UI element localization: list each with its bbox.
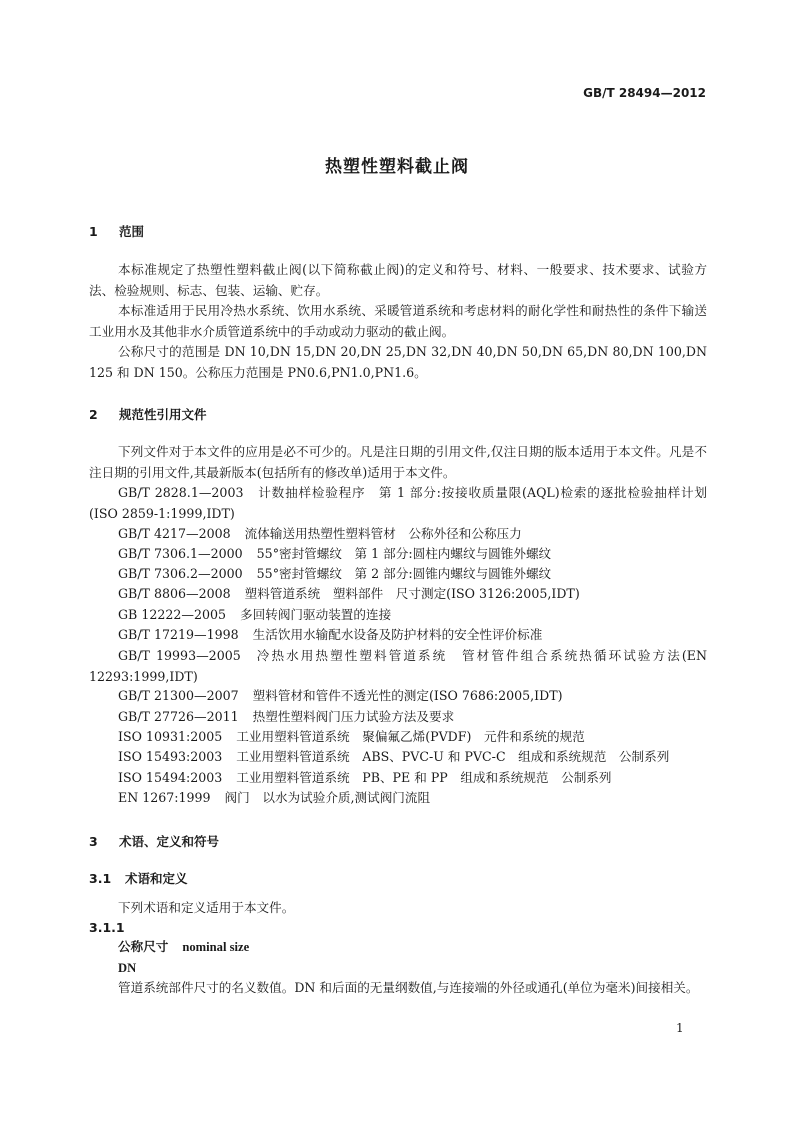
section-number: 2: [89, 407, 98, 422]
paragraph: 本标准适用于民用冷热水系统、饮用水系统、采暖管道系统和考虑材料的耐化学性和耐热性的条件下输送工业用水及其他非水介质管道系统中的手动或动力驱动的截止阀。: [89, 303, 707, 339]
reference-item: [118, 544, 551, 565]
reference-title: 塑料管道系统 塑料部件 尺寸测定(ISO 3126:2005,IDT): [244, 586, 580, 601]
term-number: 3.1.1: [89, 920, 125, 935]
paragraph: 本标准规定了热塑性塑料截止阀(以下简称截止阀)的定义和符号、材料、一般要求、技术要求、试验方法、检验规则、标志、包装、运输、贮存。: [89, 262, 707, 298]
reference-title: 生活饮用水输配水设备及防护材料的安全性评价标准: [252, 627, 543, 642]
reference-code: GB/T 2828.1—2003: [118, 485, 244, 500]
term-name: [118, 937, 249, 958]
reference-code: GB/T 21300—2007: [118, 688, 239, 703]
reference-code: GB 12222—2005: [118, 607, 227, 622]
reference-item: [118, 768, 612, 789]
reference-code: GB/T 7306.2—2000: [118, 566, 243, 581]
reference-item: [118, 686, 563, 707]
section-1-heading: [89, 222, 144, 240]
reference-title: 工业用塑料管道系统 ABS、PVC-U 和 PVC-C 组成和系统规范 公制系列: [236, 749, 670, 764]
subsection-number: 3.1: [89, 871, 112, 886]
reference-item: [118, 584, 580, 605]
reference-item: [118, 727, 585, 748]
reference-item: [118, 788, 430, 809]
reference-title: 阀门 以水为试验介质,测试阀门流阻: [224, 790, 431, 805]
reference-item: [118, 625, 542, 646]
section-title: 规范性引用文件: [119, 407, 207, 422]
subsection-intro: 下列术语和定义适用于本文件。: [118, 900, 295, 915]
page-number: 1: [676, 1021, 684, 1035]
term-symbol: DN: [118, 961, 137, 975]
reference-item: [118, 747, 669, 768]
reference-title: 冷热水用热塑性塑料管道系统 管材管件组合系统热循环试验方法(EN 12293:1999,IDT): [89, 648, 707, 684]
reference-title: 塑料管材和管件不透光性的测定(ISO 7686:2005,IDT): [252, 688, 563, 703]
standard-code: GB/T 28494—2012: [583, 86, 706, 100]
reference-title: 工业用塑料管道系统 PB、PE 和 PP 组成和系统规范 公制系列: [236, 770, 612, 785]
reference-code: GB/T 17219—1998: [118, 627, 239, 642]
paragraph: 下列文件对于本文件的应用是必不可少的。凡是注日期的引用文件,仅注日期的版本适用于本文件。凡是不注日期的引用文件,其最新版本(包括所有的修改单)适用于本文件。: [89, 444, 707, 480]
reference-code: ISO 15494:2003: [118, 770, 223, 785]
subsection-3-1-heading: [89, 869, 188, 887]
reference-code: GB/T 8806—2008: [118, 586, 231, 601]
reference-code: GB/T 19993—2005: [118, 648, 241, 663]
reference-item: [118, 564, 551, 585]
document-title: 热塑性塑料截止阀: [325, 157, 469, 177]
reference-title: 55°密封管螺纹 第 2 部分:圆锥内螺纹与圆锥外螺纹: [256, 566, 552, 581]
section-2-heading: [89, 405, 207, 423]
section-title: 范围: [119, 224, 145, 239]
reference-code: GB/T 4217—2008: [118, 526, 231, 541]
reference-item: [89, 646, 707, 687]
section-3-heading: [89, 832, 219, 850]
reference-code: ISO 10931:2005: [118, 729, 223, 744]
reference-title: 流体输送用热塑性塑料管材 公称外径和公称压力: [244, 526, 522, 541]
subsection-title: 术语和定义: [125, 871, 188, 886]
term-name-cn: 公称尺寸: [118, 939, 169, 954]
reference-title: 计数抽样检验程序 第 1 部分:按接收质量限(AQL)检索的逐批检验抽样计划(ISO 2859-1:1999,IDT): [89, 485, 708, 521]
reference-title: 多回转阀门驱动装置的连接: [240, 607, 392, 622]
reference-item: [89, 483, 707, 524]
reference-code: ISO 15493:2003: [118, 749, 223, 764]
reference-code: GB/T 7306.1—2000: [118, 546, 243, 561]
reference-title: 55°密封管螺纹 第 1 部分:圆柱内螺纹与圆锥外螺纹: [256, 546, 552, 561]
section-title: 术语、定义和符号: [119, 834, 220, 849]
reference-title: 热塑性塑料阀门压力试验方法及要求: [252, 709, 455, 724]
term-name-en: nominal size: [182, 940, 250, 954]
term-definition: 管道系统部件尺寸的名义数值。DN 和后面的无量纲数值,与连接端的外径或通孔(单位为毫米)间接相关。: [118, 980, 699, 995]
reference-item: [118, 707, 454, 728]
reference-code: EN 1267:1999: [118, 790, 211, 805]
reference-title: 工业用塑料管道系统 聚偏氟乙烯(PVDF) 元件和系统的规范: [236, 729, 585, 744]
reference-item: [118, 524, 522, 545]
section-number: 1: [89, 224, 98, 239]
reference-code: GB/T 27726—2011: [118, 709, 239, 724]
section-number: 3: [89, 834, 98, 849]
reference-item: [118, 605, 391, 626]
paragraph: 公称尺寸的范围是 DN 10,DN 15,DN 20,DN 25,DN 32,DN 40,DN 50,DN 65,DN 80,DN 100,DN 125 和 DN 150。公称压力范围是 PN0.6,PN1.0,PN1.6。: [89, 344, 707, 380]
